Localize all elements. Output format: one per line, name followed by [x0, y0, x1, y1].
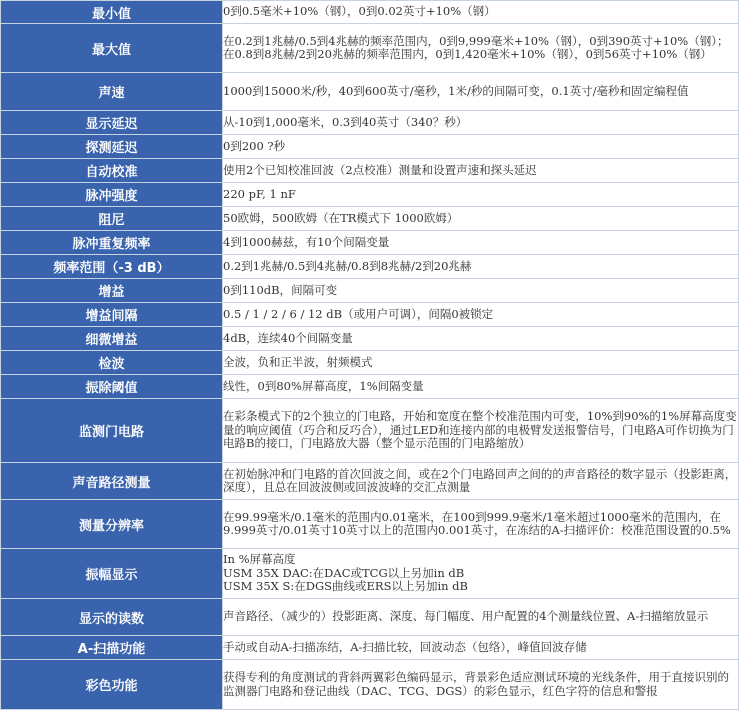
spec-row-display-readings	[1, 599, 739, 636]
spec-label: 细微增益	[1, 327, 223, 351]
spec-value: 4dB，连续40个间隔变量	[223, 327, 739, 351]
spec-value: 使用2个已知校准回波（2点校准）测量和设置声速和探头延迟	[223, 159, 739, 183]
spec-row-sound-velocity	[1, 73, 739, 111]
spec-row-display-delay	[1, 111, 739, 135]
spec-value: 220 pF, 1 nF	[223, 183, 739, 207]
spec-label: 显示延迟	[1, 111, 223, 135]
spec-label: 彩色功能	[1, 660, 223, 710]
spec-row-sound-path-measurement	[1, 463, 739, 500]
spec-row-auto-calibration	[1, 159, 739, 183]
spec-label: 频率范围（-3 dB）	[1, 255, 223, 279]
spec-value: 0到200 ?秒	[223, 135, 739, 159]
spec-value: 在初始脉冲和门电路的首次回波之间，或在2个门电路回声之间的的声音路径的数字显示（投影距离，深度），且总在回波波侧或回波波峰的交汇点测量	[223, 463, 739, 500]
spec-label: 检波	[1, 351, 223, 375]
spec-value: 0.2到1兆赫/0.5到4兆赫/0.8到8兆赫/2到20兆赫	[223, 255, 739, 279]
spec-value: 在彩条模式下的2个独立的门电路，开始和宽度在整个校准范围内可变，10%到90%的1%屏幕高度变量的响应阈值（巧合和反巧合），通过LED和连接内部的电极臂发送报警信号，门电路A可作切换为门电路B的接口，门电路放大器（整个显示范围的门电路缩放）	[223, 399, 739, 463]
spec-label: 监测门电路	[1, 399, 223, 463]
spec-value: 0到110dB，间隔可变	[223, 279, 739, 303]
spec-row-damping	[1, 207, 739, 231]
spec-row-color-functions	[1, 660, 739, 710]
spec-label: 显示的读数	[1, 599, 223, 636]
spec-value: 线性，0到80%屏幕高度，1%间隔变量	[223, 375, 739, 399]
spec-value: 在99.99毫米/0.1毫米的范围内0.01毫米，在100到999.9毫米/1毫米超过1000毫米的范围内，在9.999英寸/0.01英寸10英寸以上的范围内0.001英寸，在冻结的A-扫描评价：校准范围设置的0.5%	[223, 500, 739, 549]
spec-label: 增益	[1, 279, 223, 303]
spec-row-fine-gain	[1, 327, 739, 351]
spec-label: 振幅显示	[1, 549, 223, 599]
spec-row-reject-threshold	[1, 375, 739, 399]
spec-value: 0.5 / 1 / 2 / 6 / 12 dB（或用户可调），间隔0被锁定	[223, 303, 739, 327]
spec-row-measurement-resolution	[1, 500, 739, 549]
spec-row-gain-step	[1, 303, 739, 327]
spec-value: 从-10到1,000毫米，0.3到40英寸（340？秒）	[223, 111, 739, 135]
spec-label: 最小值	[1, 1, 223, 24]
spec-label: 最大值	[1, 24, 223, 73]
spec-row-amplitude-display	[1, 549, 739, 599]
spec-row-rectification	[1, 351, 739, 375]
spec-row-min-value	[1, 1, 739, 24]
spec-value: In %屏幕高度 USM 35X DAC:在DAC或TCG以上另加in dB USM 35X S:在DGS曲线或ERS以上另加in dB	[223, 549, 739, 599]
spec-value: 1000到15000米/秒，40到600英寸/毫秒，1米/秒的间隔可变，0.1英寸/毫秒和固定编程值	[223, 73, 739, 111]
spec-row-max-value	[1, 24, 739, 73]
spec-table-body	[1, 1, 739, 710]
spec-label: 探测延迟	[1, 135, 223, 159]
spec-row-a-scan-functions	[1, 636, 739, 660]
spec-value: 在0.2到1兆赫/0.5到4兆赫的频率范围内，0到9,999毫米+10%（钢），0到390英寸+10%（钢）；在0.8到8兆赫/2到20兆赫的频率范围内，0到1,420毫米+10%（钢），0到56英寸+10%（钢）	[223, 24, 739, 73]
spec-value: 声音路径、（减少的）投影距离、深度、每门幅度、用户配置的4个测量线位置、A-扫描缩放显示	[223, 599, 739, 636]
spec-label: 测量分辨率	[1, 500, 223, 549]
spec-label: 声速	[1, 73, 223, 111]
spec-value: 0到0.5毫米+10%（钢），0到0.02英寸+10%（钢）	[223, 1, 739, 24]
spec-label: 阻尼	[1, 207, 223, 231]
spec-row-pulse-repetition-frequency	[1, 231, 739, 255]
spec-value: 全波，负和正半波，射频模式	[223, 351, 739, 375]
spec-label: 自动校准	[1, 159, 223, 183]
spec-value: 手动或自动A-扫描冻结，A-扫描比较，回波动态（包络），峰值回波存储	[223, 636, 739, 660]
spec-label: 脉冲强度	[1, 183, 223, 207]
spec-row-monitor-gate	[1, 399, 739, 463]
spec-value: 50欧姆，500欧姆（在TR模式下 1000欧姆）	[223, 207, 739, 231]
spec-label: 振除阈值	[1, 375, 223, 399]
spec-row-gain	[1, 279, 739, 303]
spec-row-pulse-energy	[1, 183, 739, 207]
spec-label: 脉冲重复频率	[1, 231, 223, 255]
spec-row-frequency-range	[1, 255, 739, 279]
spec-label: 声音路径测量	[1, 463, 223, 500]
spec-label: A-扫描功能	[1, 636, 223, 660]
spec-label: 增益间隔	[1, 303, 223, 327]
spec-value: 获得专利的角度测试的背斜两翼彩色编码显示，背景彩色适应测试环境的光线条件，用于直接识别的监测器门电路和登记曲线（DAC、TCG、DGS）的彩色显示，红色字符的信息和警报	[223, 660, 739, 710]
spec-value: 4到1000赫兹，有10个间隔变量	[223, 231, 739, 255]
spec-row-probe-delay	[1, 135, 739, 159]
